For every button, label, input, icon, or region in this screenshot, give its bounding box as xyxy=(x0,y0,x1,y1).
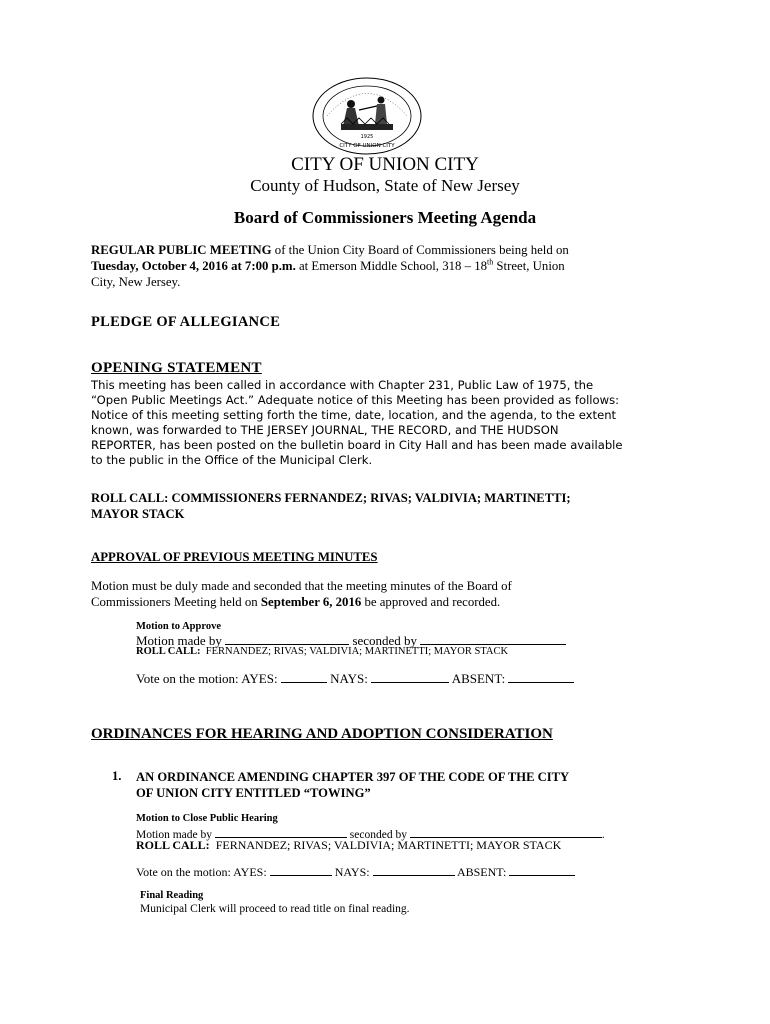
roll-call xyxy=(91,490,691,522)
intro-location-line3: City, New Jersey. xyxy=(91,275,181,289)
intro-date: Tuesday, October 4, 2016 at 7:00 p.m. xyxy=(91,259,296,273)
final-reading-text: Municipal Clerk will proceed to read title on final reading. xyxy=(140,903,410,915)
intro-location-post: Street, Union xyxy=(493,259,565,273)
ayes-blank[interactable] xyxy=(281,670,327,683)
roll-label: ROLL CALL: xyxy=(136,838,210,852)
opening-line: Notice of this meeting setting forth the time, date, location, and the agenda, to the extent xyxy=(91,407,617,422)
ordinances-heading: ORDINANCES FOR HEARING AND ADOPTION CONSIDERATION xyxy=(91,726,553,742)
opening-line: REPORTER, has been posted on the bulletin board in City Hall and has been made available xyxy=(91,437,623,452)
intro-sup: th xyxy=(487,257,494,267)
approval-heading: APPROVAL OF PREVIOUS MEETING MINUTES xyxy=(91,550,378,564)
roll-label: ROLL CALL: xyxy=(136,646,201,657)
vote-ayes-label: Vote on the motion: AYES: xyxy=(136,865,267,879)
motion-close-roll xyxy=(136,838,561,853)
motion-approve-label: Motion to Approve xyxy=(136,621,221,632)
absent-blank[interactable] xyxy=(509,863,575,876)
opening-line: to the public in the Office of the Municipal Clerk. xyxy=(91,452,373,467)
motion-made-label: Motion made by xyxy=(136,633,222,648)
vote-absent-label: ABSENT: xyxy=(456,865,507,879)
motion-made-blank[interactable] xyxy=(215,825,347,838)
item-number: 1. xyxy=(112,769,122,783)
motion-approve-vote xyxy=(136,670,574,687)
approval-line2-post: be approved and recorded. xyxy=(361,595,501,609)
city-seal xyxy=(311,76,423,156)
ordinance-item-title xyxy=(136,769,676,801)
meeting-intro xyxy=(91,242,671,290)
vote-ayes-label: Vote on the motion: AYES: xyxy=(136,671,278,686)
seconded-by-blank[interactable] xyxy=(410,825,602,838)
agenda-title: Board of Commissioners Meeting Agenda xyxy=(233,208,537,227)
roll-names: FERNANDEZ; RIVAS; VALDIVIA; MARTINETTI; MAYOR STACK xyxy=(205,646,509,657)
roll-call-line1: ROLL CALL: COMMISSIONERS FERNANDEZ; RIVAS; VALDIVIA; MARTINETTI; xyxy=(91,491,571,505)
motion-close-vote xyxy=(136,863,575,880)
approval-line1: Motion must be duly made and seconded that the meeting minutes of the Board of xyxy=(91,579,512,593)
absent-blank[interactable] xyxy=(508,670,574,683)
motion-made-label: Motion made by xyxy=(136,829,213,841)
final-reading-label: Final Reading xyxy=(140,890,204,901)
seal-ring-text: CITY OF UNION CITY xyxy=(339,143,395,149)
approval-date: September 6, 2016 xyxy=(260,595,362,609)
intro-lead-rest: of the Union City Board of Commissioners being held on xyxy=(271,243,569,257)
seconded-end: . xyxy=(601,829,605,841)
opening-line: known, was forwarded to THE JERSEY JOURNAL, THE RECORD, and THE HUDSON xyxy=(91,422,559,437)
nays-blank[interactable] xyxy=(371,670,449,683)
approval-line2-pre: Commissioners Meeting held on xyxy=(91,595,261,609)
county-subtitle: County of Hudson, State of New Jersey xyxy=(250,176,520,195)
motion-close-label: Motion to Close Public Hearing xyxy=(136,813,278,824)
motion-approve-roll xyxy=(136,646,508,657)
opening-line: This meeting has been called in accordance with Chapter 231, Public Law of 1975, the xyxy=(91,378,594,392)
opening-statement xyxy=(91,378,691,467)
pledge-heading: PLEDGE OF ALLEGIANCE xyxy=(91,314,281,330)
city-title: CITY OF UNION CITY xyxy=(291,154,479,175)
ayes-blank[interactable] xyxy=(270,863,332,876)
seconded-by-label: seconded by xyxy=(349,829,407,841)
ordinance-line2: OF UNION CITY ENTITLED “TOWING” xyxy=(136,786,371,800)
roll-call-line2: MAYOR STACK xyxy=(91,507,185,521)
roll-names: FERNANDEZ; RIVAS; VALDIVIA; MARTINETTI; MAYOR STACK xyxy=(215,838,562,852)
seconded-by-blank[interactable] xyxy=(420,632,566,645)
approval-text xyxy=(91,578,671,610)
opening-line: “Open Public Meetings Act.” Adequate notice of this Meeting has been provided as follows: xyxy=(91,392,620,407)
nays-blank[interactable] xyxy=(373,863,455,876)
seconded-by-label: seconded by xyxy=(352,633,418,648)
opening-heading: OPENING STATEMENT xyxy=(91,360,262,376)
intro-lead: REGULAR PUBLIC MEETING xyxy=(91,243,272,257)
ordinance-line1: AN ORDINANCE AMENDING CHAPTER 397 OF THE CODE OF THE CITY xyxy=(136,770,570,784)
vote-nays-label: NAYS: xyxy=(334,865,370,879)
vote-nays-label: NAYS: xyxy=(330,671,368,686)
motion-made-blank[interactable] xyxy=(225,632,349,645)
intro-location: at Emerson Middle School, 318 – 18 xyxy=(295,259,487,273)
seal-year: 1925 xyxy=(360,134,374,140)
vote-absent-label: ABSENT: xyxy=(451,671,506,686)
